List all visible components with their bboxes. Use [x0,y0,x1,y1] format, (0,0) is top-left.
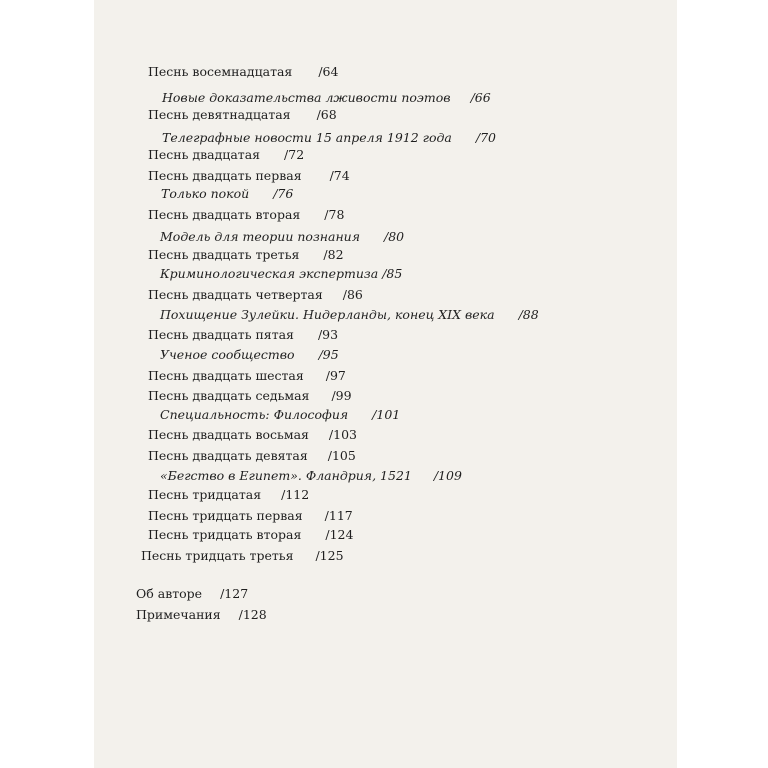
toc-entry [148,107,337,123]
toc-entry-page: /68 [316,107,337,122]
toc-entry-page: /66 [470,90,491,105]
toc-entry [136,586,248,602]
toc-entry-page: /72 [284,147,305,162]
book-page [94,0,677,768]
toc-entry-title: Телеграфные новости 15 апреля 1912 года [162,130,452,145]
toc-entry-page: /124 [325,527,354,542]
toc-entry-title: Песнь двадцать восьмая [148,427,309,442]
toc-entry-title: Новые доказательства лживости поэтов [162,90,451,105]
toc-entry-title: Песнь тридцатая [148,487,262,502]
toc-entry-page: /76 [273,186,294,201]
toc-entry-title: Специальность: Философия [160,407,349,422]
toc-entry [160,407,400,423]
toc-entry-page: /117 [324,508,353,523]
toc-entry-title: Песнь двадцать седьмая [148,388,310,403]
toc-entry [148,168,350,184]
toc-entry [148,527,353,543]
toc-entry [148,427,357,443]
toc-entry-page: /109 [433,468,462,483]
toc-entry-title: Песнь девятнадцатая [148,107,291,122]
toc-entry-title: Ученое сообщество [160,347,295,362]
toc-entry-page: /70 [475,130,496,145]
toc-entry [160,307,539,323]
toc-entry-title: Песнь тридцать вторая [148,527,302,542]
toc-entry [148,287,363,303]
toc-entry [162,130,496,146]
toc-entry-title: «Бегство в Египет». Фландрия, 1521 [160,468,412,483]
toc-entry [148,368,346,384]
toc-entry-page: /128 [238,607,267,622]
toc-entry-page: /86 [342,287,363,302]
toc-entry-page: /93 [317,327,339,342]
toc-entry-title: Модель для теории познания [160,229,361,244]
toc-entry [161,186,293,202]
toc-entry [148,487,309,503]
toc-entry-page: /85 [382,266,403,281]
toc-entry-title: Песнь двадцать пятая [148,327,294,342]
toc-entry-title: Песнь двадцать девятая [148,448,308,463]
toc-entry-title: Похищение Зулейки. Нидерланды, конец XIX века [160,307,495,322]
toc-entry-page: /103 [328,427,357,442]
toc-entry [148,508,353,524]
toc-entry-page: /125 [315,548,344,563]
toc-entry [148,147,304,163]
toc-entry-page: /82 [323,247,344,262]
toc-entry-title: Песнь тридцать третья [141,548,294,563]
toc-entry [162,90,491,106]
toc-entry [148,388,352,404]
toc-entry-title: Песнь восемнадцатая [148,64,293,79]
toc-entry-title: Песнь тридцать первая [148,508,303,523]
toc-entry-page: /64 [318,64,339,79]
toc-entry-title: Песнь двадцать четвертая [148,287,323,302]
table-of-contents [94,0,677,768]
toc-entry [148,327,338,343]
toc-entry-title: Песнь двадцать третья [148,247,300,262]
toc-entry-title: Криминологическая экспертиза [160,266,379,281]
toc-entry-title: Песнь двадцать шестая [148,368,304,383]
toc-entry [148,448,356,464]
toc-entry [141,548,344,564]
toc-entry-page: /74 [329,168,350,183]
toc-entry [160,347,339,363]
toc-entry-title: Только покой [161,186,250,201]
toc-entry [148,207,344,223]
toc-entry-title: Песнь двадцать первая [148,168,302,183]
toc-entry [148,64,338,80]
toc-entry-page: /88 [518,307,539,322]
toc-entry-page: /99 [331,388,352,403]
toc-entry [160,468,462,484]
toc-entry [160,229,404,245]
toc-entry-title: Об авторе [136,586,203,601]
toc-entry-page: /97 [325,368,346,383]
toc-entry-page: /80 [384,229,405,244]
toc-entry-page: /95 [318,347,339,362]
toc-entry-page: /127 [220,586,249,601]
toc-entry-page: /112 [281,487,310,502]
toc-entry-title: Песнь двадцатая [148,147,261,162]
toc-entry [136,607,267,623]
toc-entry [148,247,344,263]
toc-entry-page: /78 [324,207,345,222]
toc-entry-title: Песнь двадцать вторая [148,207,301,222]
toc-entry-page: /105 [327,448,356,463]
toc-entry [160,266,402,282]
toc-entry-title: Примечания [136,607,221,622]
toc-entry-page: /101 [372,407,401,422]
